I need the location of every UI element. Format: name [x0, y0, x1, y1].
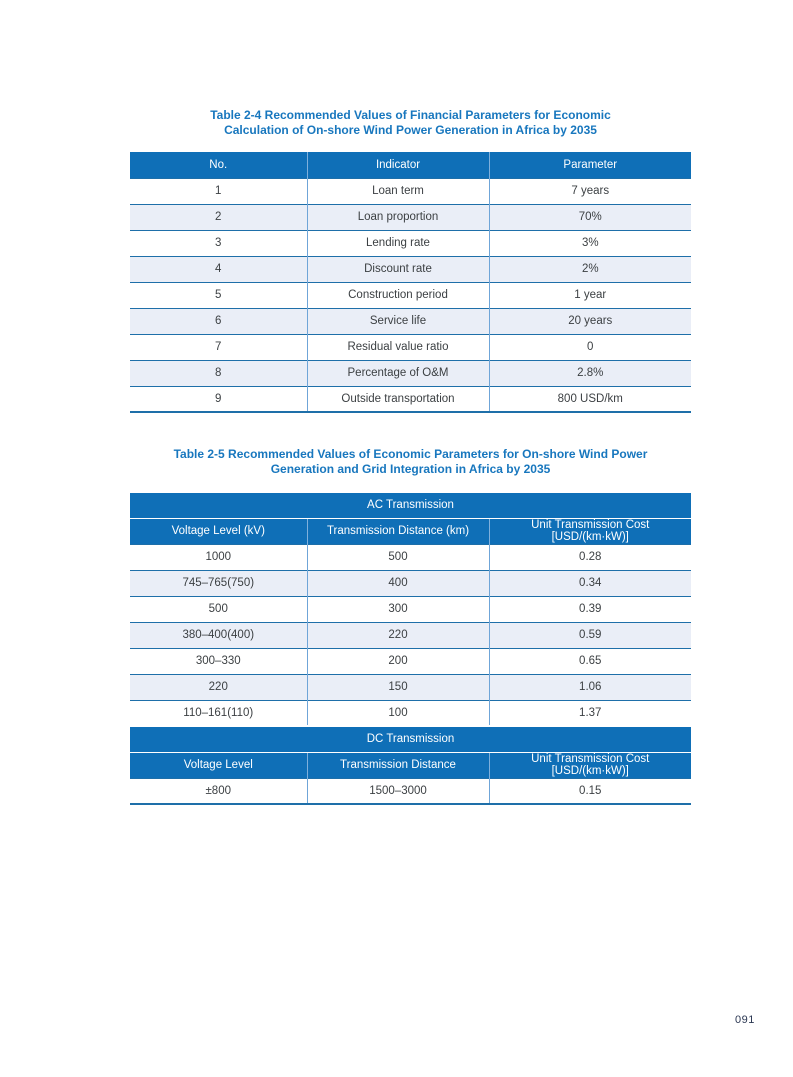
cell-distance: 100	[307, 700, 489, 726]
column-header-unit-cost: Unit Transmission Cost [USD/(km·kW)]	[489, 752, 691, 778]
table-row	[130, 386, 691, 412]
column-header-indicator: Indicator	[307, 152, 489, 178]
table-2-5-title	[130, 447, 691, 477]
cell-voltage: 745–765(750)	[130, 570, 307, 596]
ac-header-row	[130, 518, 691, 544]
cell-voltage: 1000	[130, 544, 307, 570]
cell-no: 7	[130, 334, 307, 360]
column-header-voltage-level: Voltage Level	[130, 752, 307, 778]
ac-transmission-band	[130, 492, 691, 518]
table-row	[130, 622, 691, 648]
column-header-parameter: Parameter	[489, 152, 691, 178]
table-row	[130, 596, 691, 622]
cell-voltage: 380–400(400)	[130, 622, 307, 648]
table-row	[130, 178, 691, 204]
cell-no: 9	[130, 386, 307, 412]
column-header-unit-cost: Unit Transmission Cost [USD/(km·kW)]	[489, 518, 691, 544]
cell-distance: 220	[307, 622, 489, 648]
cell-cost: 1.06	[489, 674, 691, 700]
table-2-4	[130, 152, 691, 413]
table-row	[130, 204, 691, 230]
cell-distance: 500	[307, 544, 489, 570]
table-row	[130, 256, 691, 282]
cell-indicator: Loan term	[307, 178, 489, 204]
cell-distance: 1500–3000	[307, 778, 489, 804]
cell-cost: 0.28	[489, 544, 691, 570]
cell-parameter: 3%	[489, 230, 691, 256]
cell-cost: 0.59	[489, 622, 691, 648]
table-row	[130, 308, 691, 334]
table-2-5-title-line1: Table 2-5 Recommended Values of Economic Parameters for On-shore Wind Power	[173, 447, 648, 461]
cell-parameter: 20 years	[489, 308, 691, 334]
cell-cost: 0.34	[489, 570, 691, 596]
section-header-dc: DC Transmission	[130, 726, 691, 752]
table-2-5-block	[130, 447, 691, 805]
table-row	[130, 282, 691, 308]
cell-no: 2	[130, 204, 307, 230]
cell-indicator: Service life	[307, 308, 489, 334]
cell-voltage: ±800	[130, 778, 307, 804]
cell-distance: 150	[307, 674, 489, 700]
cell-cost: 0.65	[489, 648, 691, 674]
cell-parameter: 70%	[489, 204, 691, 230]
table-row	[130, 360, 691, 386]
table-row	[130, 778, 691, 804]
cell-indicator: Residual value ratio	[307, 334, 489, 360]
table-row	[130, 230, 691, 256]
cell-cost: 1.37	[489, 700, 691, 726]
cell-distance: 400	[307, 570, 489, 596]
table-2-5	[130, 491, 691, 805]
cell-indicator: Percentage of O&M	[307, 360, 489, 386]
cell-indicator: Loan proportion	[307, 204, 489, 230]
dc-transmission-band	[130, 726, 691, 752]
cell-indicator: Outside transportation	[307, 386, 489, 412]
table-2-5-title-line2: Generation and Grid Integration in Africa by 2035	[270, 462, 551, 476]
table-row	[130, 648, 691, 674]
cell-indicator: Discount rate	[307, 256, 489, 282]
cell-parameter: 0	[489, 334, 691, 360]
cell-voltage: 220	[130, 674, 307, 700]
table-2-4-title	[130, 108, 691, 138]
table-2-4-title-line1: Table 2-4 Recommended Values of Financial Parameters for Economic	[210, 108, 611, 122]
cell-voltage: 110–161(110)	[130, 700, 307, 726]
column-header-no: No.	[130, 152, 307, 178]
cell-parameter: 2.8%	[489, 360, 691, 386]
cell-no: 6	[130, 308, 307, 334]
table-row	[130, 334, 691, 360]
cell-voltage: 500	[130, 596, 307, 622]
cell-indicator: Lending rate	[307, 230, 489, 256]
table-row	[130, 544, 691, 570]
cell-parameter: 7 years	[489, 178, 691, 204]
column-header-transmission-distance: Transmission Distance	[307, 752, 489, 778]
cell-parameter: 2%	[489, 256, 691, 282]
section-header-ac: AC Transmission	[130, 492, 691, 518]
cell-parameter: 800 USD/km	[489, 386, 691, 412]
table-row	[130, 700, 691, 726]
cell-no: 1	[130, 178, 307, 204]
page-number: 091	[735, 1014, 755, 1026]
cell-cost: 0.15	[489, 778, 691, 804]
cell-distance: 200	[307, 648, 489, 674]
cell-cost: 0.39	[489, 596, 691, 622]
table-row	[130, 674, 691, 700]
cell-no: 3	[130, 230, 307, 256]
cell-parameter: 1 year	[489, 282, 691, 308]
table-2-4-header-row	[130, 152, 691, 178]
cell-voltage: 300–330	[130, 648, 307, 674]
dc-header-row	[130, 752, 691, 778]
cell-distance: 300	[307, 596, 489, 622]
cell-indicator: Construction period	[307, 282, 489, 308]
table-2-4-block	[130, 108, 691, 413]
table-row	[130, 570, 691, 596]
cell-no: 4	[130, 256, 307, 282]
column-header-voltage-level: Voltage Level (kV)	[130, 518, 307, 544]
cell-no: 8	[130, 360, 307, 386]
column-header-transmission-distance: Transmission Distance (km)	[307, 518, 489, 544]
table-2-4-title-line2: Calculation of On-shore Wind Power Generation in Africa by 2035	[224, 123, 597, 137]
cell-no: 5	[130, 282, 307, 308]
